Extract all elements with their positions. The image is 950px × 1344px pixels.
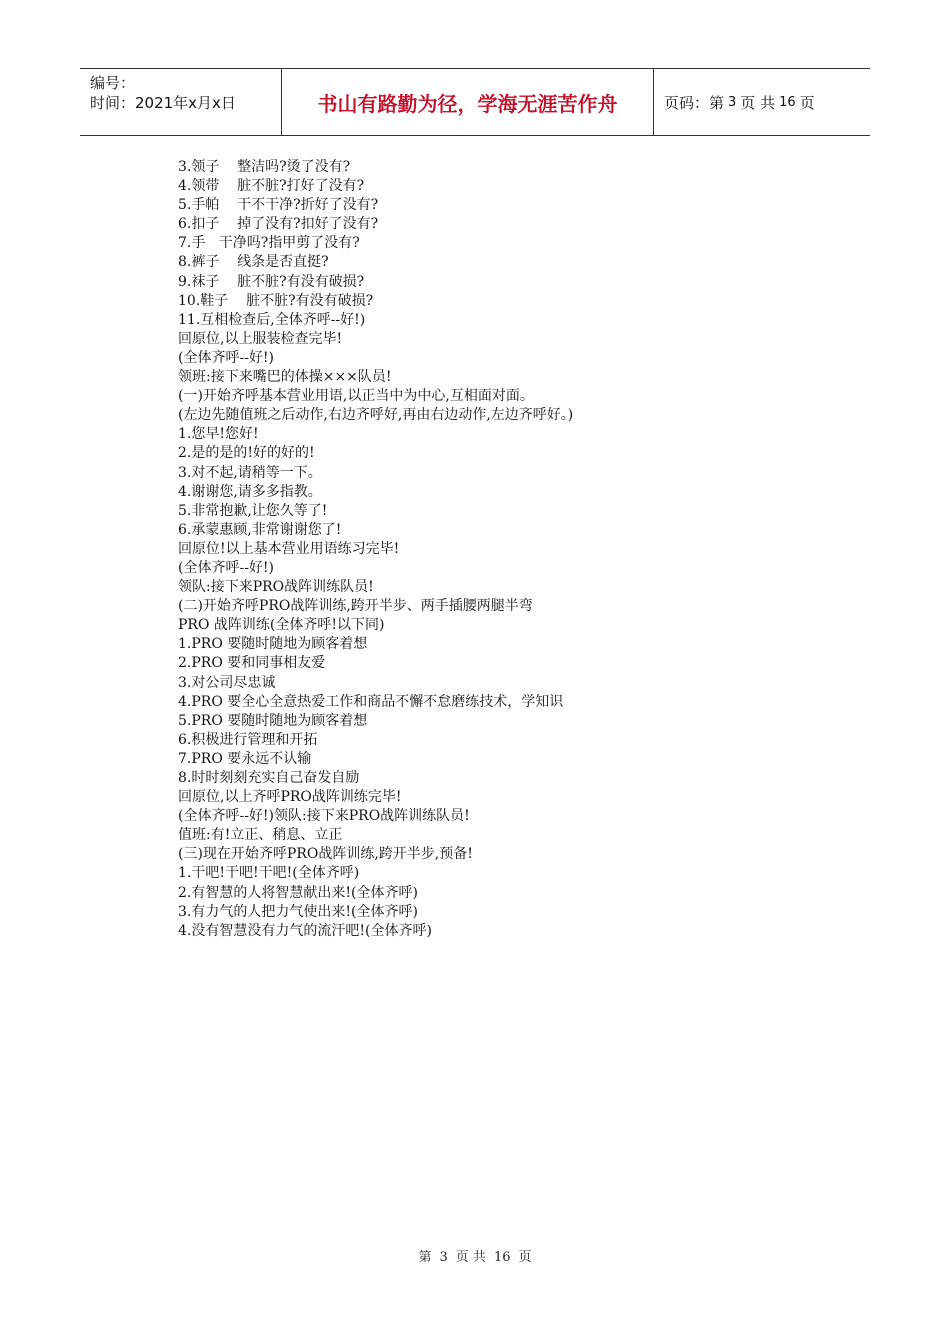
- body-line: 4.领带 脏不脏?打好了没有?: [178, 178, 365, 195]
- document-body: [178, 158, 818, 941]
- body-line: 6.承蒙惠顾,非常谢谢您了!: [178, 521, 342, 538]
- body-line: 值班:有!立正、稍息、立正: [178, 827, 343, 844]
- body-line: PRO 战阵训练(全体齐呼!以下同): [178, 617, 385, 634]
- header-meta-cell: [80, 69, 282, 135]
- body-line: 8.时时刻刻充实自己奋发自励: [178, 770, 360, 786]
- body-line: 3.领子 整洁吗?烫了没有?: [178, 159, 351, 175]
- body-line: 2.PRO 要和同事相友爱: [178, 655, 326, 672]
- page-footer: [0, 1246, 950, 1265]
- header-page-current: 3: [728, 94, 737, 110]
- body-line: 领队:接下来PRO战阵训练队员!: [178, 579, 374, 596]
- body-line: (全体齐呼--好!): [178, 559, 275, 576]
- body-line: 领班:接下来嘴巴的体操×××队员!: [178, 369, 392, 386]
- footer-current-page: 3: [439, 1250, 448, 1265]
- body-line: 4.PRO 要全心全意热爱工作和商品不懈不怠磨练技术，学知识: [178, 693, 564, 710]
- body-line: 4.没有智慧没有力气的流汗吧!(全体齐呼): [178, 922, 432, 939]
- body-line: 1.干吧!干吧!干吧!(全体齐呼): [178, 865, 360, 882]
- body-line: 5.手帕 干不干净?折好了没有?: [178, 197, 379, 214]
- body-line: 8.裤子 线条是否直挺?: [178, 254, 329, 271]
- footer-total-pages: 16: [493, 1250, 511, 1265]
- body-line: (全体齐呼--好!)领队:接下来PRO战阵训练队员!: [178, 808, 470, 825]
- body-line: (全体齐呼--好!): [178, 349, 275, 366]
- body-line: 回原位!以上基本营业用语练习完毕!: [178, 540, 400, 557]
- footer-suffix: 页: [518, 1250, 532, 1265]
- body-line: 11.互相检查后,全体齐呼--好!): [178, 311, 366, 328]
- document-date-label: 时间：2021年x月x日: [90, 94, 236, 112]
- header-page-total: 16: [779, 94, 796, 110]
- body-line: 2.是的是的!好的好的!: [178, 445, 315, 462]
- body-line: 4.谢谢您,请多多指教。: [178, 483, 322, 500]
- body-line: 6.扣子 掉了没有?扣好了没有?: [178, 216, 379, 233]
- body-line: 3.对公司尽忠诚: [178, 674, 276, 691]
- body-line: 7.PRO 要永远不认输: [178, 750, 312, 767]
- body-line: 10.鞋子 脏不脏?有没有破损?: [178, 292, 374, 309]
- body-line: (三)现在开始齐呼PRO战阵训练,跨开半步,预备!: [178, 846, 473, 863]
- body-line: 3.对不起,请稍等一下。: [178, 464, 322, 481]
- document-header: [80, 68, 870, 136]
- footer-mid: 页 共: [455, 1250, 486, 1265]
- header-motto-cell: [282, 69, 654, 135]
- body-line: 2.有智慧的人将智慧献出来!(全体齐呼): [178, 884, 418, 901]
- body-line: 9.袜子 脏不脏?有没有破损?: [178, 273, 365, 290]
- body-line: 6.积极进行管理和开拓: [178, 731, 318, 748]
- footer-prefix: 第: [418, 1250, 432, 1265]
- body-line: 7.手 干净吗?指甲剪了没有?: [178, 235, 360, 252]
- header-page-prefix: 页码：第: [664, 93, 725, 112]
- body-line: 1.PRO 要随时随地为顾客着想: [178, 636, 368, 653]
- header-page-suffix: 页: [799, 93, 815, 112]
- body-line: (左边先随值班之后动作,右边齐呼好,再由右边动作,左边齐呼好。): [178, 407, 574, 424]
- header-page-cell: [654, 69, 870, 135]
- header-page-mid: 页 共: [740, 93, 776, 112]
- body-line: 3.有力气的人把力气使出来!(全体齐呼): [178, 903, 418, 920]
- body-line: 5.非常抱歉,让您久等了!: [178, 502, 328, 519]
- body-line: 1.您早!您好!: [178, 426, 259, 443]
- body-line: (二)开始齐呼PRO战阵训练,跨开半步、两手插腰两腿半弯: [178, 598, 533, 615]
- body-line: 5.PRO 要随时随地为顾客着想: [178, 712, 368, 729]
- document-id-label: 编号：: [90, 74, 136, 92]
- header-motto: 书山有路勤为径，学海无涯苦作舟: [317, 91, 618, 116]
- body-line: (一)开始齐呼基本营业用语,以正当中为中心,互相面对面。: [178, 388, 534, 405]
- body-line: 回原位,以上齐呼PRO战阵训练完毕!: [178, 789, 402, 806]
- body-line: 回原位,以上服装检查完毕!: [178, 330, 343, 347]
